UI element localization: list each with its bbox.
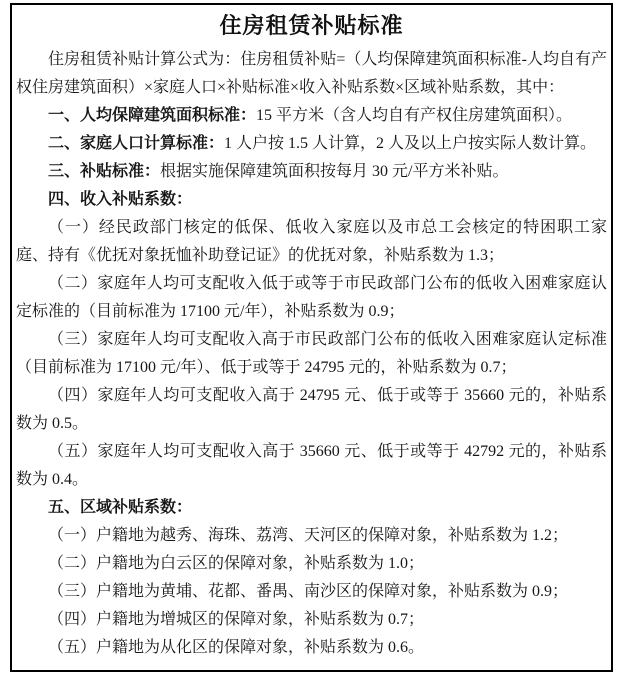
- section-4-item-5: （五）家庭年人均可支配收入高于 35660 元、低于或等于 42792 元的，补贴系数为 0.4。: [16, 443, 607, 488]
- section-4-label: 四、收入补贴系数：: [48, 191, 193, 208]
- section-5-item-5: （五）户籍地为从化区的保障对象，补贴系数为 0.6。: [48, 639, 425, 656]
- formula-paragraph: 住房租赁补贴计算公式为：住房租赁补贴=（人均保障建筑面积标准-人均自有产权住房建筑面积）×家庭人口×补贴标准×收入补贴系数×区域补贴系数，其中：: [16, 51, 607, 96]
- section-3-heading: [16, 158, 607, 186]
- section-4-item-3: （三）家庭年人均可支配收入高于市民政部门公布的低收入困难家庭认定标准（目前标准为 17100 元/年）、低于或等于 24795 元的，补贴系数为 0.7；: [16, 331, 607, 376]
- section-2-heading: [16, 130, 607, 158]
- section-5-item-4: （四）户籍地为增城区的保障对象，补贴系数为 0.7；: [48, 611, 425, 628]
- section-5-heading: [16, 494, 607, 522]
- section-5-item-1: （一）户籍地为越秀、海珠、荔湾、天河区的保障对象，补贴系数为 1.2；: [48, 527, 569, 544]
- section-4-heading: [16, 186, 607, 214]
- section-1-heading: [16, 102, 607, 130]
- section-2-label: 二、家庭人口计算标准：: [48, 135, 225, 152]
- section-4-item-1: （一）经民政部门核定的低保、低收入家庭以及市总工会核定的特困职工家庭、持有《优抚对象抚恤补助登记证》的优抚对象，补贴系数为 1.3；: [16, 219, 607, 264]
- section-1-label: 一、人均保障建筑面积标准：: [48, 107, 257, 124]
- section-4-item-4: （四）家庭年人均可支配收入高于 24795 元、低于或等于 35660 元的，补贴系数为 0.5。: [16, 387, 607, 432]
- document-border-box: [10, 3, 613, 672]
- section-3-text: 根据实施保障建筑面积按每月 30 元/平方米补贴。: [160, 163, 509, 180]
- section-1-text: 15 平方米（含人均自有产权住房建筑面积）。: [256, 107, 573, 124]
- section-5-label: 五、区域补贴系数：: [48, 499, 193, 516]
- section-5-item-3: （三）户籍地为黄埔、花都、番禺、南沙区的保障对象，补贴系数为 0.9；: [48, 583, 569, 600]
- section-3-label: 三、补贴标准：: [48, 163, 161, 180]
- section-2-text: 1 人户按 1.5 人计算，2 人及以上户按实际人数计算。: [224, 135, 597, 152]
- section-4-item-2: （二）家庭年人均可支配收入低于或等于市民政部门公布的低收入困难家庭认定标准的（目前标准为 17100 元/年），补贴系数为 0.9；: [16, 275, 607, 320]
- section-5-item-2: （二）户籍地为白云区的保障对象，补贴系数为 1.0；: [48, 555, 425, 572]
- page-title: 住房租赁补贴标准: [219, 13, 404, 38]
